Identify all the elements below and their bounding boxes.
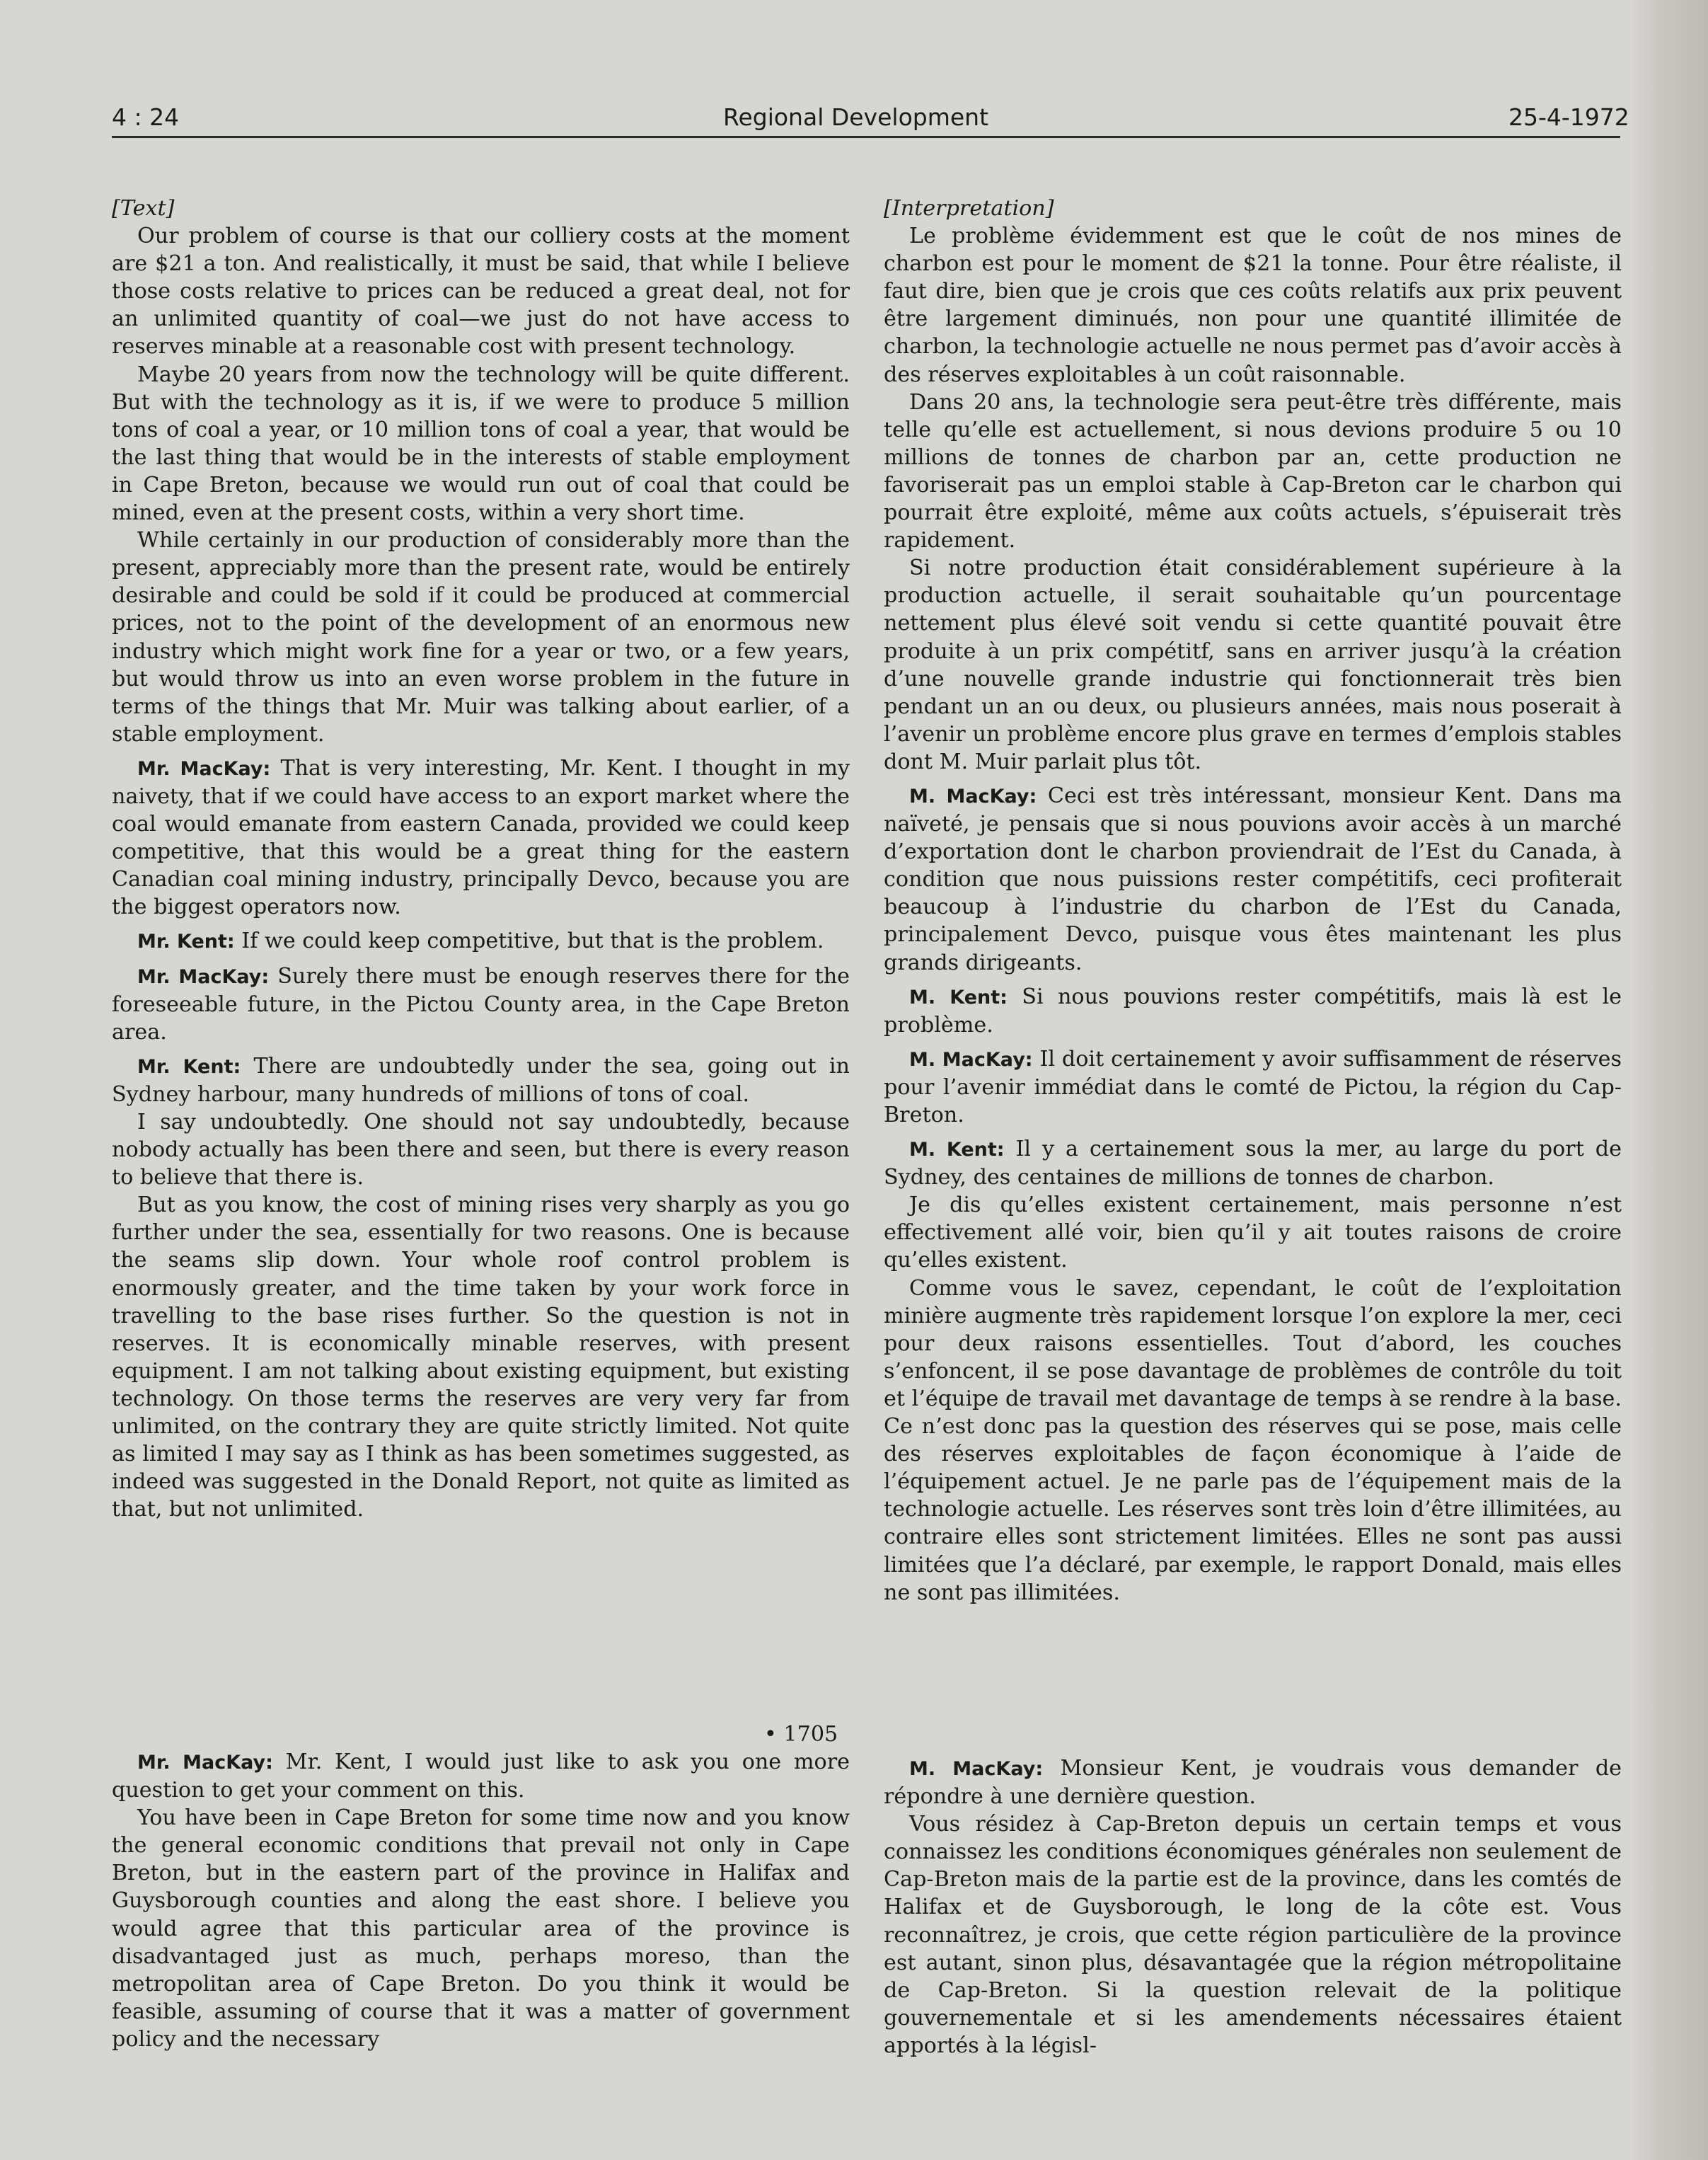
page-edge-shadow [1630, 0, 1708, 2160]
interpretation-label: [Interpretation] [884, 196, 1054, 221]
time-marker: • 1705 [764, 1722, 838, 1747]
paragraph: Comme vous le savez, cependant, le coût de l’exploitation minière augmente très rapidement lorsque l’on explore la mer, ceci pour deux raisons essentielles. Tout d’abord, les couches s’enfoncent, il se pose davantage de problèmes de contrôle du toit et l’équipe de travail met davantage de temps à se rendre à la base. Ce n’est donc pas la question des réserves qui se pose, mais celle des réserves exploitables de façon économique à l’aide de l’équipement actuel. Je ne parle pas de l’équipement mais de la technologie actuelle. Les réserves sont très loin d’être illimitées, au contraire elles sont strictement limitées. Elles ne sont pas aussi limitées que l’a déclaré, par exemple, le rapport Donald, mais elles ne sont pas illimitées. [884, 1275, 1622, 1605]
speaker-name: M. Kent: [909, 1139, 1005, 1161]
speech-paragraph [884, 782, 1622, 977]
speech-paragraph [112, 1052, 850, 1108]
speaker-name: M. MacKay: [909, 785, 1037, 808]
speaker-name: Mr. MacKay: [137, 757, 271, 780]
speech-paragraph [884, 1045, 1622, 1129]
speech-text: Ceci est très intéressant, monsieur Kent. Dans ma naïveté, je pensais que si nous pouvions avoir accès à un marché d’exportation dont le charbon proviendrait de l’Est du Canada, à condition que nous puissions rester compétitifs, ceci profiterait beaucoup à l’industrie du charbon de l’Est du Canada, principalement Devco, puisque vous êtes maintenant les plus grands dirigeants. [884, 783, 1622, 975]
paragraph: Maybe 20 years from now the technology will be quite different. But with the technology as it is, if we were to produce 5 million tons of coal a year, or 10 million tons of coal a year, that would be the last thing that would be in the interests of stable employment in Cape Breton, because we would run out of coal that could be mined, even at the present costs, within a very short time. [112, 362, 850, 526]
english-column-continued [112, 1720, 850, 2053]
header-rule [112, 136, 1620, 138]
speech-text: If we could keep competitive, but that is the problem. [234, 929, 824, 954]
speech-text: There are undoubtedly under the sea, going out in Sydney harbour, many hundreds of millions of tons of coal. [112, 1053, 850, 1107]
text-label: [Text] [112, 196, 175, 221]
paragraph: Je dis qu’elles existent certainement, mais personne n’est effectivement allé voir, bien qu’il y ait toutes raisons de croire qu’elles existent. [884, 1193, 1622, 1273]
page-date: 25-4-1972 [1508, 103, 1629, 131]
paragraph: Vous résidez à Cap-Breton depuis un certain temps et vous connaissez les conditions économiques générales non seulement de Cap-Breton mais de la partie est de la province, dans les comtés de Halifax et de Guysborough, le long de la côte est. Vous reconnaîtrez, je crois, que cette région particulière de la province est autant, sinon plus, désavantagée que la région métropolitaine de Cap-Breton. Si la question relevait de la politique gouvernementale et si les amendements nécessaires étaient apportés à la législ- [884, 1812, 1622, 2058]
speech-text: Il doit certainement y avoir suffisamment de réserves pour l’avenir immédiat dans le comté de Pictou, la région du Cap-Breton. [884, 1046, 1622, 1127]
paragraph: I say undoubtedly. One should not say undoubtedly, because nobody actually has been there and seen, but there is every reason to believe that there is. [112, 1110, 850, 1190]
speech-paragraph [884, 983, 1622, 1039]
paragraph: Le problème évidemment est que le coût de nos mines de charbon est pour le moment de $21 la tonne. Pour être réaliste, il faut dire, bien que je crois que ces coûts relatifs aux prix peuvent être largement diminués, non pour une quantité illimitée de charbon, la technologie actuelle ne nous permet pas d’avoir accès à des réserves exploitables à un coût raisonnable. [884, 224, 1622, 387]
speech-text: That is very interesting, Mr. Kent. I thought in my naivety, that if we could have access to an export market where the coal would emanate from eastern Canada, provided we could keep competitive, that this would be a great thing for the eastern Canadian coal mining industry, principally Devco, because you are the biggest operators now. [112, 755, 850, 920]
speech-paragraph [112, 927, 850, 955]
speech-text: Si nous pouvions rester compétitifs, mais là est le problème. [884, 984, 1622, 1038]
speaker-name: Mr. MacKay: [137, 1752, 273, 1774]
paragraph: Our problem of course is that our colliery costs at the moment are $21 a ton. And realistically, it must be said, that while I believe those costs relative to prices can be reduced a great deal, not for an unlimited quantity of coal—we just do not have access to reserves minable at a reasonable cost with present technology. [112, 224, 850, 360]
speaker-name: M. MacKay: [909, 1758, 1044, 1780]
paragraph: While certainly in our production of considerably more than the present, appreciably more than the present rate, would be entirely desirable and could be sold if it could be produced at commercial prices, not to the point of the development of an enormous new industry which might work fine for a year or two, or a few years, but would throw us into an even worse problem in the future in terms of the things that Mr. Muir was talking about earlier, of a stable employment. [112, 528, 850, 747]
paragraph: You have been in Cape Breton for some time now and you know the general economic conditions that prevail not only in Cape Breton, but in the eastern part of the province in Halifax and Guysborough counties and along the east shore. I believe you would agree that this particular area of the province is disadvantaged just as much, perhaps moreso, than the metropolitan area of Cape Breton. Do you think it would be feasible, assuming of course that it was a matter of government policy and the necessary [112, 1805, 850, 2052]
speech-text: Monsieur Kent, je voudrais vous demander de répondre à une dernière question. [884, 1756, 1622, 1810]
speaker-name: M. MacKay: [909, 1048, 1033, 1071]
french-column-continued [884, 1748, 1622, 2060]
speech-paragraph [112, 1748, 850, 1804]
paragraph: Si notre production était considérablement supérieure à la production actuelle, il serait souhaitable qu’un pourcentage nettement plus élevé soit vendu si cette quantité pouvait être produite à un prix compétitf, sans en arriver jusqu’à la création d’une nouvelle grande industrie qui fonctionnerait très bien pendant un an ou deux, ou plusieurs années, mais nous poserait à l’avenir un problème encore plus grave en termes d’emplois stables dont M. Muir parlait plus tôt. [884, 556, 1622, 774]
speech-text: Surely there must be enough reserves there for the foreseeable future, in the Pictou County area, in the Cape Breton area. [112, 963, 850, 1045]
running-title: Regional Development [723, 103, 989, 131]
paragraph: But as you know, the cost of mining rises very sharply as you go further under the sea, essentially for two reasons. One is because the seams slip down. Your whole roof control problem is enormously greater, and the time taken by your work force in travelling to the base rises further. So the question is not in reserves. It is economically minable reserves, with present equipment. I am not talking about existing equipment, but existing technology. On those terms the reserves are very very far from unlimited, on the contrary they are quite strictly limited. Not quite as limited I may say as I think as has been sometimes suggested, as indeed was suggested in the Donald Report, not quite as limited as that, but not unlimited. [112, 1193, 850, 1522]
speech-paragraph [884, 1135, 1622, 1191]
french-column [884, 195, 1622, 1607]
speaker-name: Mr. MacKay: [137, 965, 270, 988]
speech-paragraph [112, 754, 850, 921]
page-number: 4 : 24 [112, 103, 180, 131]
speaker-name: M. Kent: [909, 986, 1008, 1009]
speaker-name: Mr. Kent: [137, 1055, 241, 1078]
speaker-name: Mr. Kent: [137, 931, 235, 953]
speech-paragraph [884, 1754, 1622, 1810]
speech-text: Mr. Kent, I would just like to ask you one more question to get your comment on this. [112, 1750, 850, 1803]
speech-paragraph [112, 963, 850, 1046]
english-column [112, 195, 850, 1523]
paragraph: Dans 20 ans, la technologie sera peut-être très différente, mais telle qu’elle est actuellement, si nous devions produire 5 ou 10 millions de tonnes de charbon par an, cette production ne favoriserait pas un emploi stable à Cap-Breton car le charbon qui pourrait être exploité, même aux coûts actuels, s’épuiserait très rapidement. [884, 389, 1622, 553]
speech-text: Il y a certainement sous la mer, au large du port de Sydney, des centaines de millions de tonnes de charbon. [884, 1137, 1622, 1190]
